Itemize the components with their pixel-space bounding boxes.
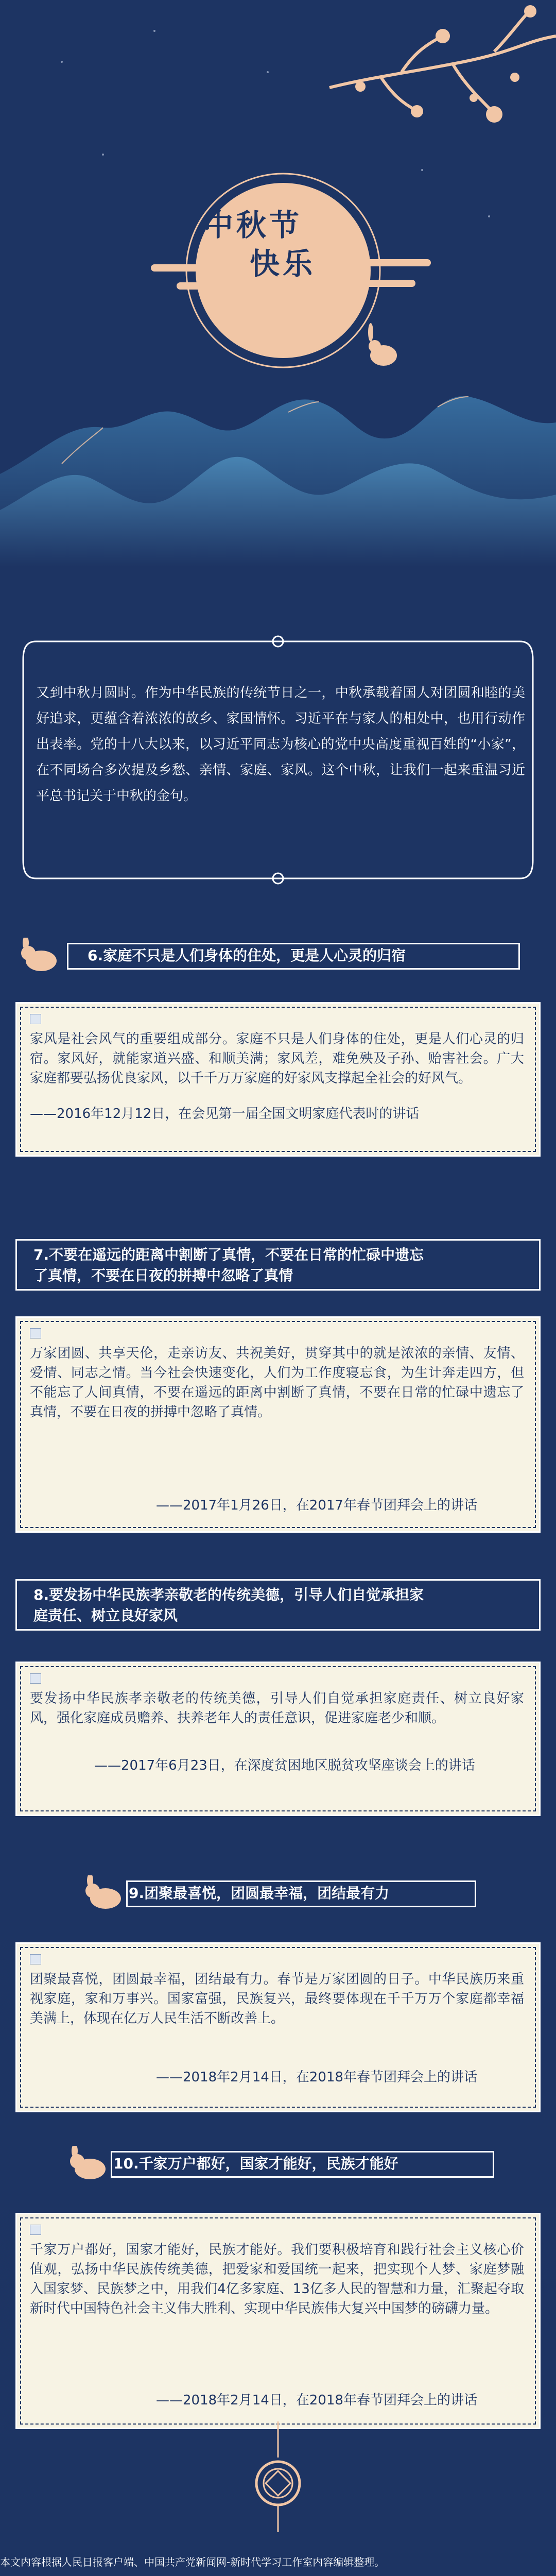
section-title-line1: 7.不要在遥远的距离中割断了真情，不要在日常的忙碌中遗忘 bbox=[33, 1246, 424, 1263]
quote-text: 千家万户都好，国家才能好，民族才能好。我们要积极培育和践行社会主义核心价值观，弘扬中华民族传统美德，把爱家和爱国统一起来，把实现个人梦、家庭梦融入国家梦、民族梦之中，用我们4亿多家庭、13亿多人民的智慧和力量，汇聚起夺取新时代中国特色社会主义伟大胜利、实现中华民族伟大复兴中国梦的磅礴力量。 bbox=[30, 2242, 524, 2316]
section-7-header bbox=[15, 1239, 541, 1296]
quote-text: 万家团圆、共享天伦，走亲访友、共祝美好，贯穿其中的就是浓浓的亲情、友情、爱情、同志之情。当今社会快速变化，人们为工作度寝忘食，为生计奔走四方，但不能忘了人间真情，不要在遥远的距离中割断了真情，不要在日常的忙碌中遗忘了真情，不要在日夜的拼搏中忽略了真情。 bbox=[30, 1346, 524, 1420]
section-8-header bbox=[15, 1579, 541, 1636]
quote-box bbox=[15, 1662, 541, 1816]
section-title-line1: 8.要发扬中华民族孝亲敬老的传统美德，引导人们自觉承担家 bbox=[33, 1586, 424, 1603]
image-placeholder bbox=[30, 1673, 41, 1684]
quote-box bbox=[15, 1002, 541, 1157]
quote-text: 要发扬中华民族孝亲敬老的传统美德，引导人们自觉承担家庭责任、树立良好家风，强化家庭成员赡养、扶养老年人的责任意识，促进家庭老少和顺。 bbox=[30, 1691, 524, 1726]
credit-text: 本文内容根据人民日报客户端、中国共产党新闻网-新时代学习工作室内容编辑整理。 bbox=[0, 2556, 385, 2568]
rabbit-icon bbox=[64, 2146, 111, 2182]
rabbit-icon bbox=[368, 323, 397, 366]
hero-title-line1: 中秋节 bbox=[203, 208, 303, 243]
quote-source: ——2017年1月26日，在2017年春节团拜会上的讲话 bbox=[156, 1498, 477, 1513]
quote-box bbox=[15, 2213, 541, 2429]
rabbit-icon bbox=[80, 1875, 126, 1911]
section-10-header bbox=[15, 2146, 541, 2182]
section-title: 10.千家万户都好，国家才能好，民族才能好 bbox=[113, 2155, 398, 2172]
quote-box bbox=[15, 1942, 541, 2112]
section-title: 6.家庭不只是人们身体的住处，更是人心灵的归宿 bbox=[88, 947, 406, 964]
rabbit-icon bbox=[15, 938, 62, 974]
quote-text: 家风是社会风气的重要组成部分。家庭不只是人们身体的住处，更是人们心灵的归宿。家风好，就能家道兴盛、和顺美满；家风差，难免殃及子孙、贻害社会。广大家庭都要弘扬优良家风，以千千万万家庭的好家风支撑起全社会的好风气。 bbox=[30, 1031, 524, 1086]
branch-decoration bbox=[329, 10, 556, 113]
section-6-header bbox=[15, 938, 541, 974]
image-placeholder bbox=[30, 1014, 41, 1024]
section-title-line2: 庭责任、树立良好家风 bbox=[33, 1607, 178, 1624]
intro-paragraph: 又到中秋月圆时。作为中华民族的传统节日之一，中秋承载着国人对团圆和睦的美好追求，更蕴含着浓浓的故乡、家国情怀。习近平在与家人的相处中，也用行动作出表率。党的十八大以来，以习近平同志为核心的党中央高度重视百姓的“小家”，在不同场合多次提及乡愁、亲情、家庭、家风。这个中秋，让我们一起来重温习近平总书记关于中秋的金句。 bbox=[36, 685, 525, 804]
hero-artwork bbox=[0, 0, 556, 608]
hero-title-line2: 快乐 bbox=[250, 246, 316, 281]
quote-box bbox=[15, 1316, 541, 1533]
image-placeholder bbox=[30, 1328, 41, 1338]
quote-source: ——2018年2月14日，在2018年春节团拜会上的讲话 bbox=[156, 2070, 477, 2085]
section-title-line2: 了真情，不要在日夜的拼搏中忽略了真情 bbox=[33, 1267, 293, 1284]
image-placeholder bbox=[30, 1954, 41, 1964]
quote-source: ——2018年2月14日，在2018年春节团拜会上的讲话 bbox=[156, 2393, 477, 2408]
section-title: 9.团聚最喜悦，团圆最幸福，团结最有力 bbox=[129, 1885, 390, 1902]
quote-text: 团聚最喜悦，团圆最幸福，团结最有力。春节是万家团圆的日子。中华民族历来重视家庭，家和万事兴。国家富强，民族复兴，最终要体现在千千万万个家庭都幸福美满上，体现在亿万人民生活不断改善上。 bbox=[30, 1972, 524, 2026]
section-9-header bbox=[15, 1875, 541, 1911]
quote-source: ——2017年6月23日，在深度贫困地区脱贫攻坚座谈会上的讲话 bbox=[94, 1758, 475, 1773]
image-placeholder bbox=[30, 2225, 41, 2235]
hero-banner bbox=[0, 0, 556, 608]
quote-source: ——2016年12月12日，在会见第一届全国文明家庭代表时的讲话 bbox=[30, 1106, 420, 1122]
lantern-ornament bbox=[247, 2421, 309, 2535]
